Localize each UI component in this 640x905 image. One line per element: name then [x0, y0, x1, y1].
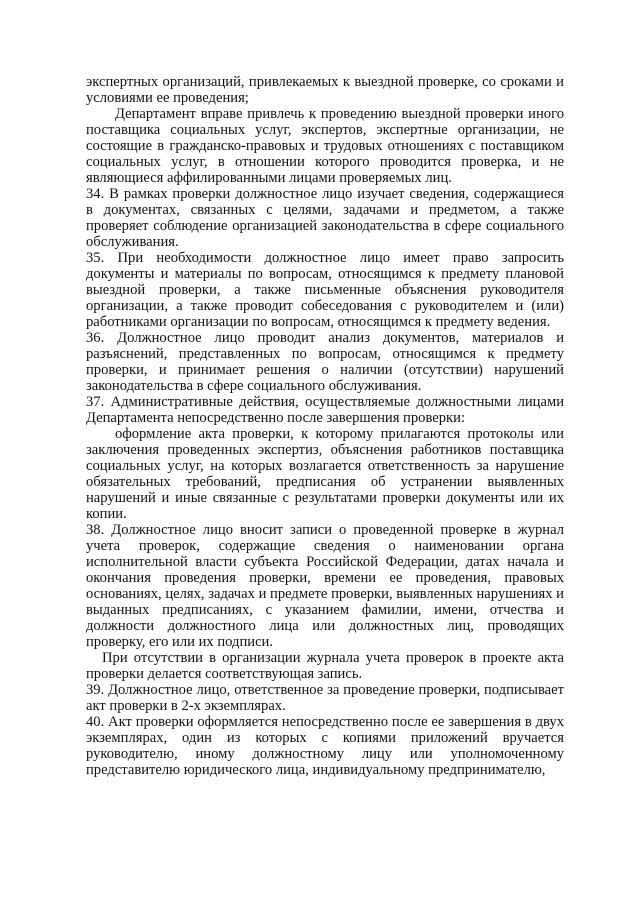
- paragraph-37: 37. Административные действия, осуществляемые должностными лицами Департамента непосредственно после завершения проверки:: [86, 394, 564, 426]
- paragraph-40: 40. Акт проверки оформляется непосредственно после ее завершения в двух экземплярах, один из которых с копиями приложений вручается руководителю, иному должностному лицу или уполномоченному представителю юридического лица, индивидуальному предпринимателю,: [86, 714, 564, 778]
- document-body: [86, 74, 564, 778]
- paragraph-no-journal: При отсутствии в организации журнала учета проверок в проекте акта проверки делается соответствующая запись.: [86, 650, 564, 682]
- paragraph-expert-organizations: экспертных организаций, привлекаемых к выездной проверке, со сроками и условиями ее проведения;: [86, 74, 564, 106]
- paragraph-34: 34. В рамках проверки должностное лицо изучает сведения, содержащиеся в документах, связанных с целями, задачами и предметом, а также проверяет соблюдение организацией законодательства в сфере социального обслуживания.: [86, 186, 564, 250]
- paragraph-35: 35. При необходимости должностное лицо имеет право запросить документы и материалы по вопросам, относящимся к предмету плановой выездной проверки, а также письменные объяснения руководителя организации, а также проводит собеседования с руководителем и (или) работниками организации по вопросам, относящимся к предмету ведения.: [86, 250, 564, 330]
- paragraph-department-right: Департамент вправе привлечь к проведению выездной проверки иного поставщика социальных услуг, экспертов, экспертные организации, не состоящие в гражданско-правовых и трудовых отношениях с поставщиком социальных услуг, в отношении которого проводится проверка, и не являющиеся аффилированными лицами проверяемых лиц.: [86, 106, 564, 186]
- paragraph-36: 36. Должностное лицо проводит анализ документов, материалов и разъяснений, представленных по вопросам, относящимся к предмету проверки, и принимает решения о наличии (отсутствии) нарушений законодательства в сфере социального обслуживания.: [86, 330, 564, 394]
- paragraph-38: 38. Должностное лицо вносит записи о проведенной проверке в журнал учета проверок, содержащие сведения о наименовании органа исполнительной власти субъекта Российской Федерации, датах начала и окончания проведения проверки, времени ее проведения, правовых основаниях, целях, задачах и предмете проверки, выявленных нарушениях и выданных предписаниях, с указанием фамилии, имени, отчества и должности должностного лица или должностных лиц, проводящих проверку, его или их подписи.: [86, 522, 564, 650]
- paragraph-39: 39. Должностное лицо, ответственное за проведение проверки, подписывает акт проверки в 2-х экземплярах.: [86, 682, 564, 714]
- paragraph-act-preparation: оформление акта проверки, к которому прилагаются протоколы или заключения проведенных экспертиз, объяснения работников поставщика социальных услуг, на которых возлагается ответственность за нарушение обязательных требований, предписания об устранении выявленных нарушений и иные связанные с результатами проверки документы или их копии.: [86, 426, 564, 522]
